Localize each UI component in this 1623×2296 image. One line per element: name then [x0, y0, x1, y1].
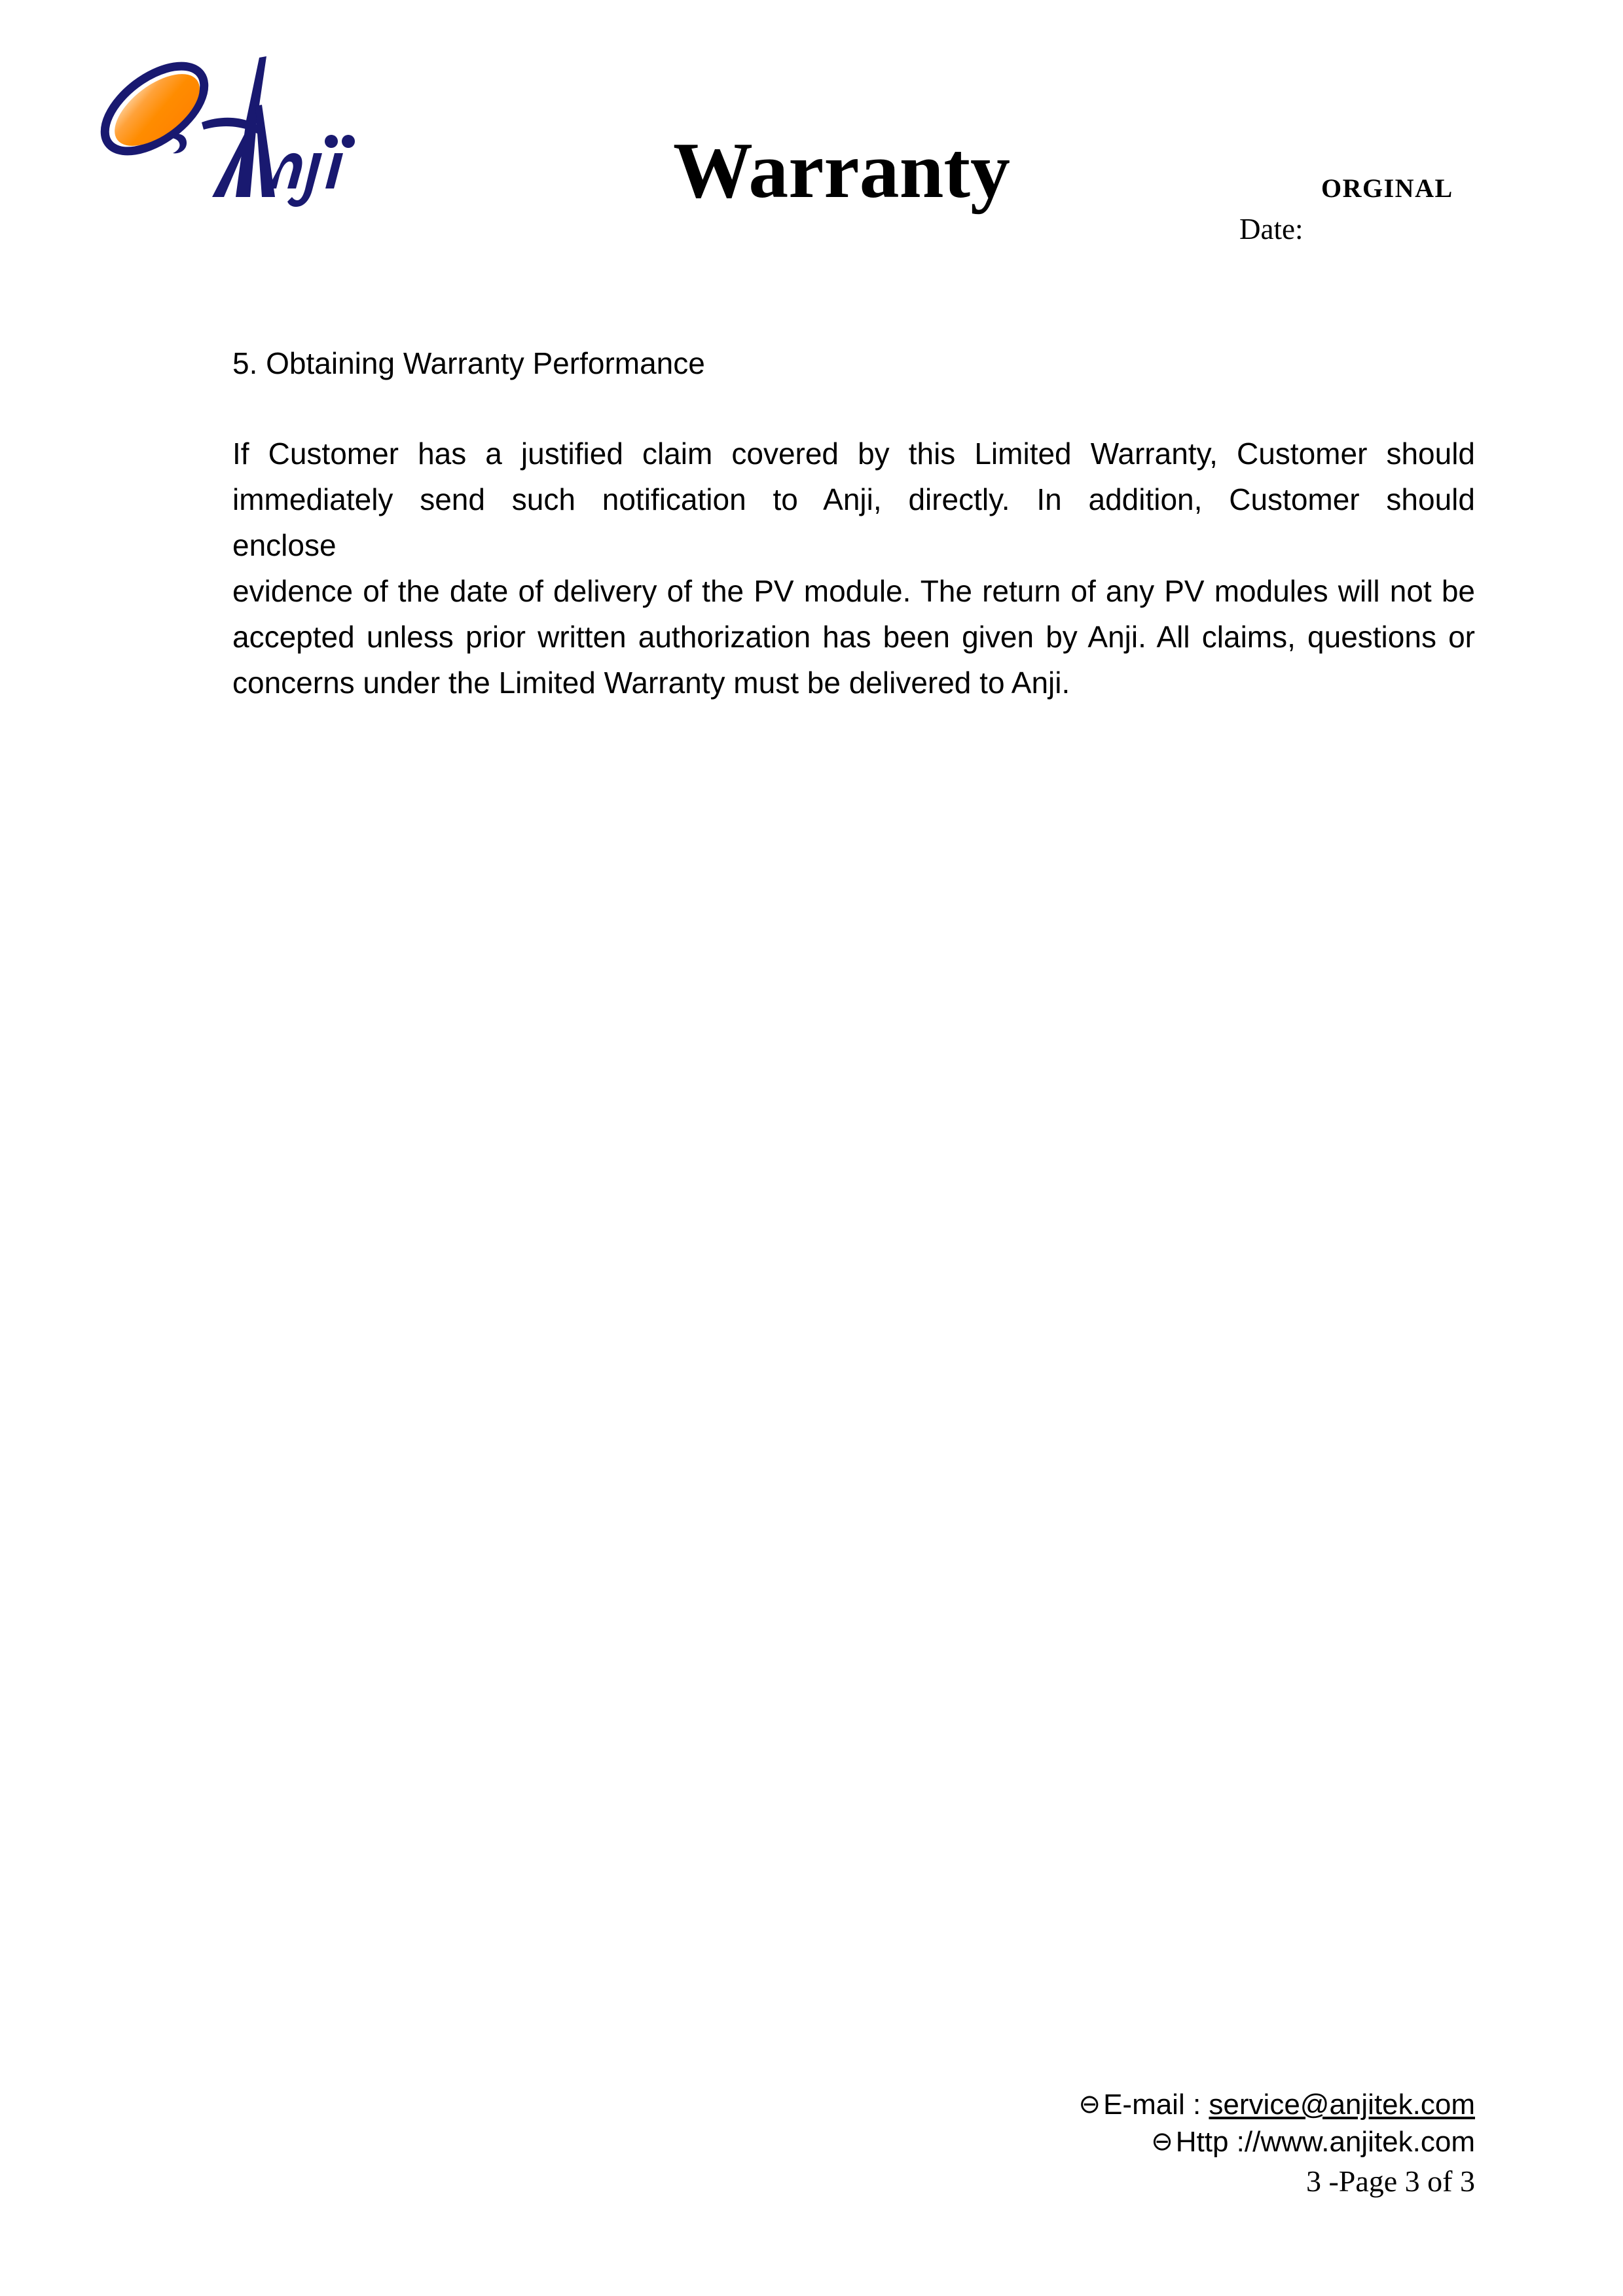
- warranty-paragraph: [232, 431, 1492, 706]
- footer-email-label: E-mail :: [1103, 2089, 1209, 2121]
- page-number: 3 -Page 3 of 3: [1305, 2164, 1475, 2198]
- page-footer: [786, 2087, 1475, 2200]
- circled-minus-icon: ⊖: [1078, 2089, 1101, 2119]
- original-stamp: ORGINAL: [1321, 173, 1453, 203]
- page-header: [0, 0, 1623, 281]
- email-link[interactable]: service@anjitek.com: [1209, 2089, 1475, 2121]
- document-body: [232, 340, 1492, 706]
- footer-website-line: [786, 2124, 1475, 2161]
- anji-logo: [84, 38, 424, 215]
- paragraph-line: evidence of the date of delivery of the PV module. The return of any PV modules will not be: [232, 574, 1475, 608]
- page-title: Warranty: [673, 126, 1011, 215]
- circled-minus-icon: ⊖: [1151, 2126, 1173, 2157]
- paragraph-line: concerns under the Limited Warranty must be delivered to Anji.: [232, 666, 1070, 700]
- website-label: Http ://www.anjitek.com: [1175, 2126, 1475, 2158]
- footer-email-line: [786, 2087, 1475, 2124]
- section-heading: 5. Obtaining Warranty Performance: [232, 346, 705, 380]
- date-label: Date:: [1239, 213, 1304, 245]
- paragraph-line: accepted unless prior written authorization has been given by Anji. All claims, questions or: [232, 620, 1475, 654]
- paragraph-line: immediately send such notification to Anji, directly. In addition, Customer should enclose: [232, 482, 1492, 562]
- paragraph-line: If Customer has a justified claim covered by this Limited Warranty, Customer should: [232, 437, 1475, 471]
